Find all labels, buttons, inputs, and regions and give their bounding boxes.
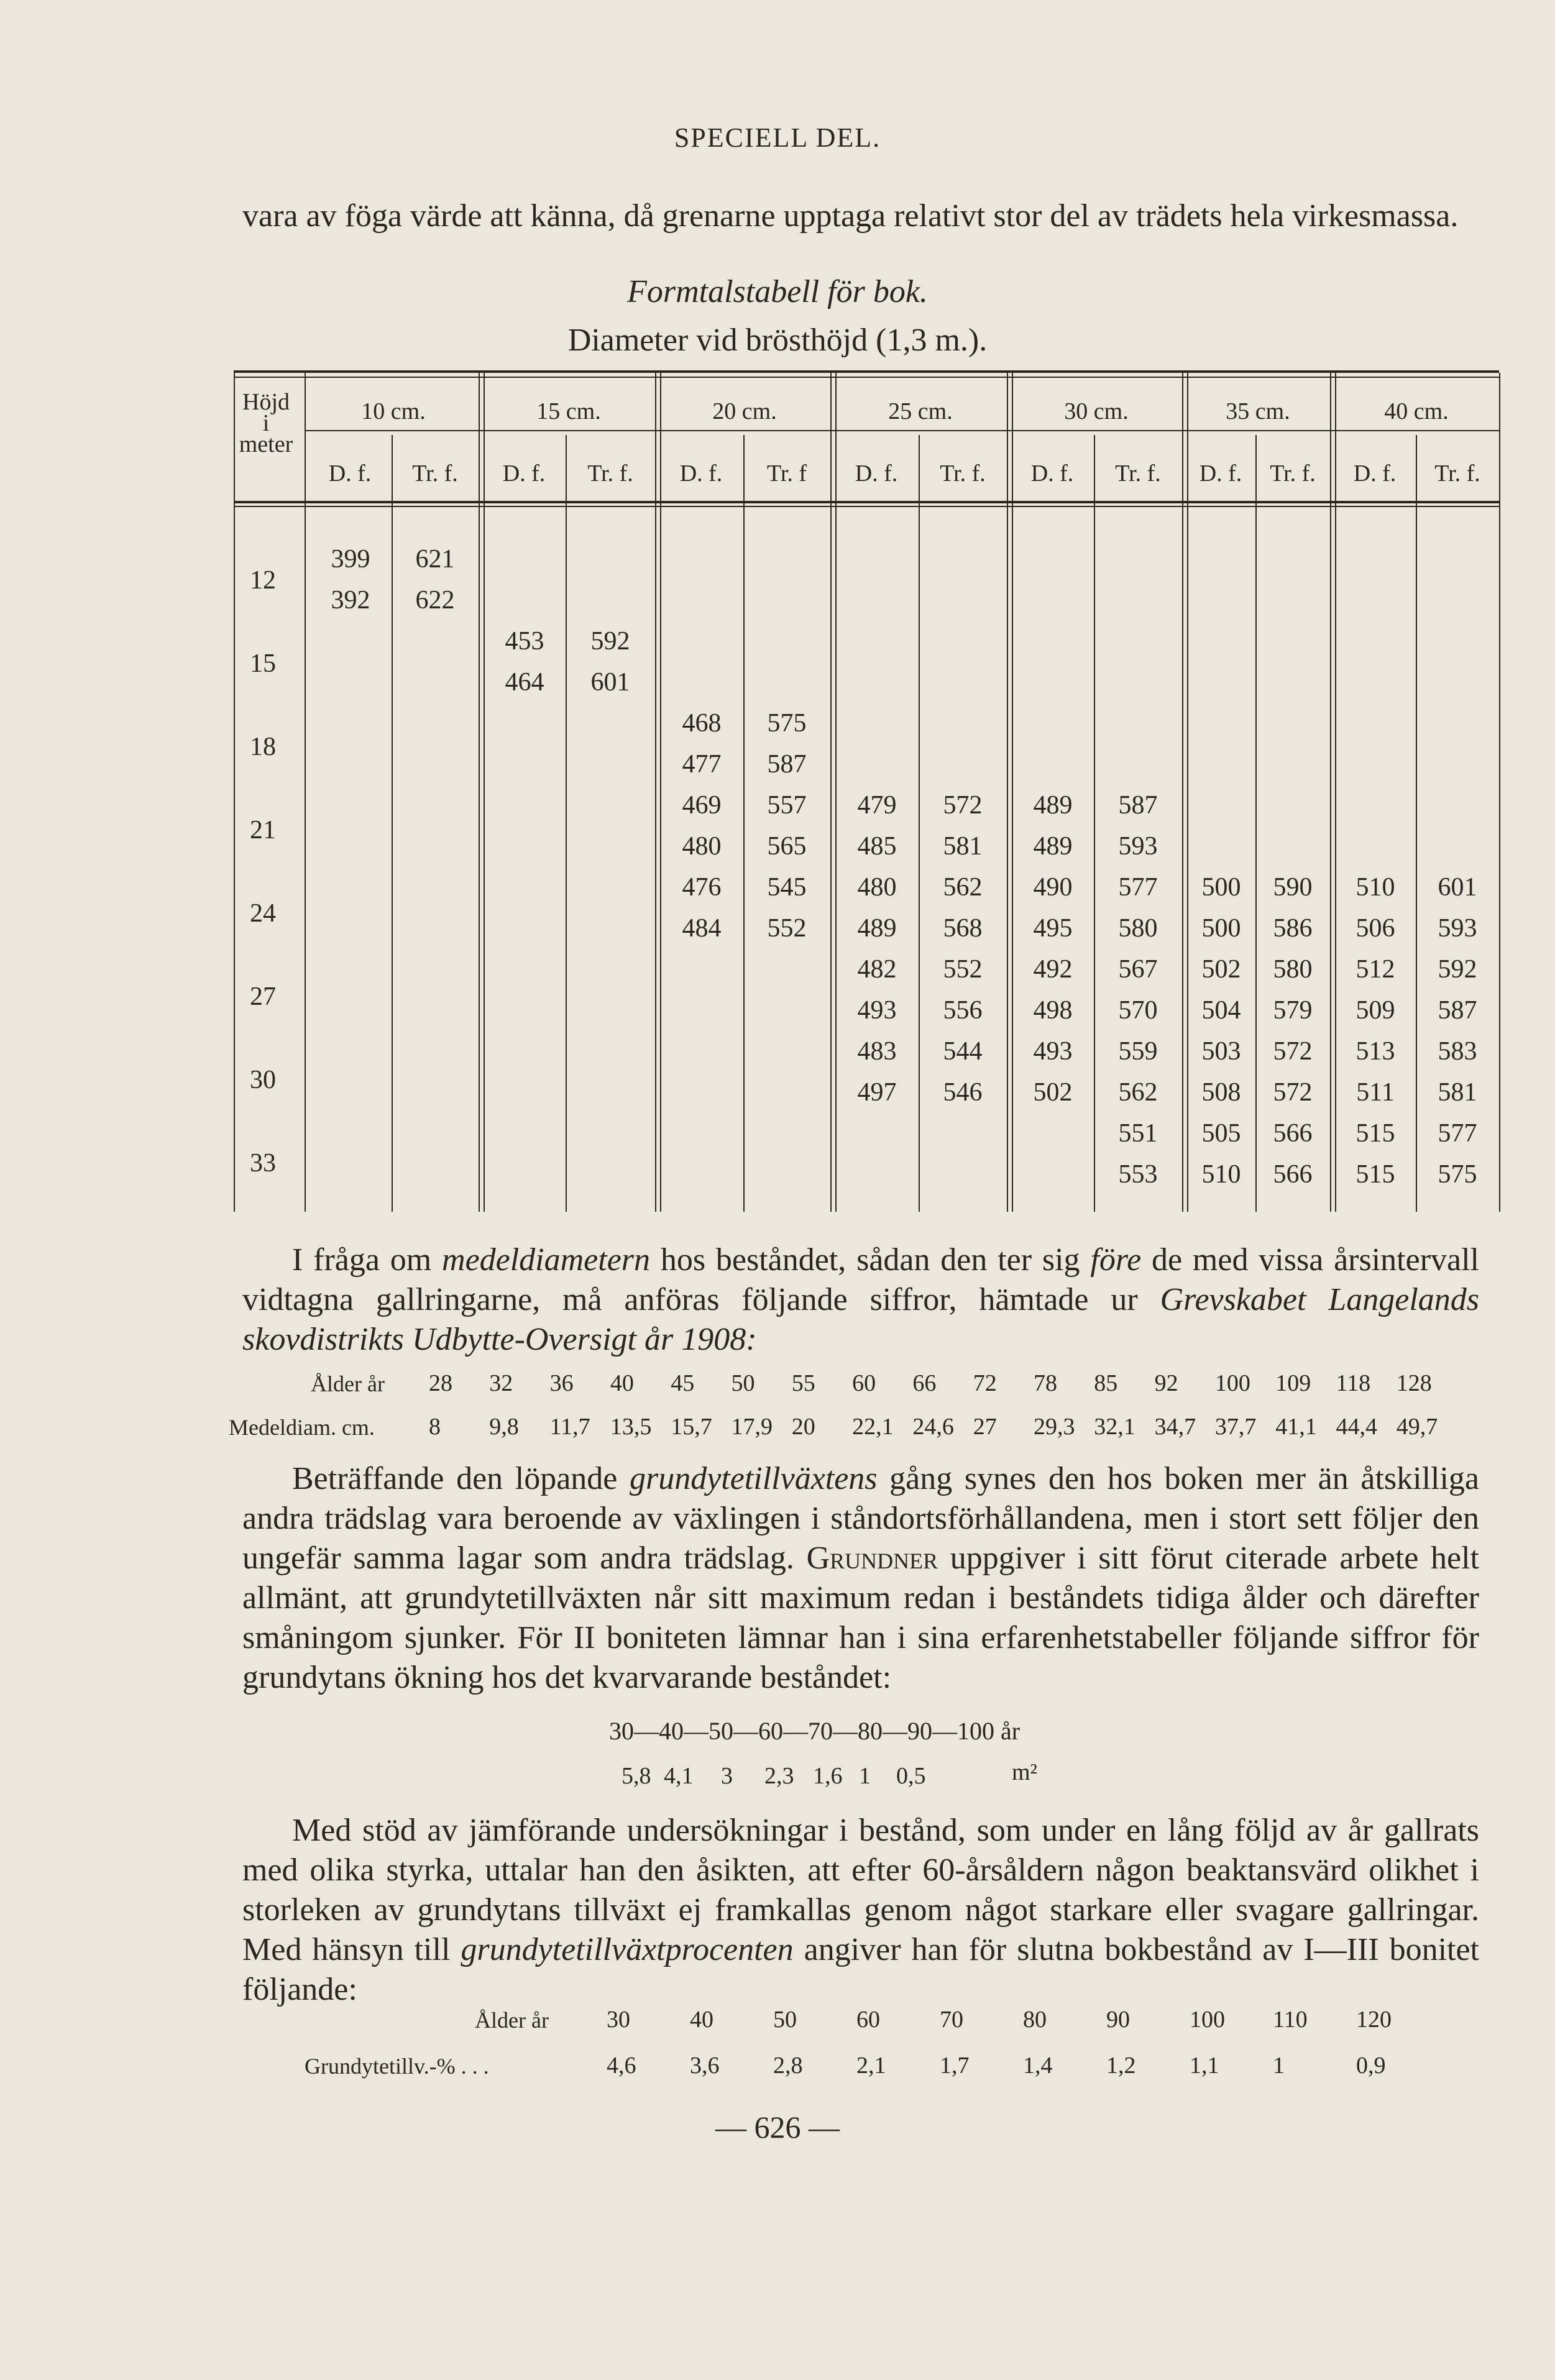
- table-cell: 587: [1118, 791, 1158, 820]
- para2-italic-3: Grevskabet Langelands skovdistrikts Udbytte-Oversigt år 1908:: [242, 1282, 1479, 1357]
- pct-age-value: 120: [1356, 2007, 1392, 2033]
- table-cell: 577: [1118, 873, 1158, 902]
- diameter-value: 20: [791, 1414, 815, 1440]
- rule-inner: [1255, 435, 1257, 1212]
- para3-text-2: gång synes den hos boken mer än åtskilliga andra trädslag vara beroende av växlingen i ståndortsförhållandena, men i stort sett följer den ungefär samma lagar som andra trädslag.: [242, 1461, 1479, 1576]
- table-cell: 511: [1356, 1078, 1395, 1107]
- age-value: 36: [549, 1370, 574, 1396]
- table-cell: 495: [1033, 914, 1073, 943]
- table-cell: 500: [1201, 873, 1241, 902]
- diameter-header: 30 cm.: [1064, 398, 1129, 424]
- table-cell: 493: [1033, 1037, 1073, 1066]
- table-title: Formtalstabell för bok.: [627, 274, 928, 309]
- sub-header: Tr. f.: [1270, 460, 1316, 487]
- age-value: 78: [1034, 1370, 1057, 1396]
- pct-age-value: 110: [1273, 2007, 1308, 2033]
- height-label: 33: [250, 1149, 276, 1178]
- table-cell: 559: [1118, 1037, 1158, 1066]
- pct-age-value: 100: [1190, 2007, 1225, 2033]
- height-header-line2: i: [262, 410, 270, 436]
- age-value: 66: [912, 1370, 937, 1396]
- rule-inner: [392, 435, 393, 1212]
- table-cell: 552: [943, 955, 983, 984]
- pct-value: 1,2: [1106, 2053, 1136, 2079]
- table-cell: 505: [1201, 1119, 1241, 1148]
- table-cell: 482: [857, 955, 897, 984]
- author-name: Grundner: [806, 1540, 938, 1576]
- diameter-value: 9,8: [489, 1414, 519, 1440]
- sub-header: Tr. f.: [412, 460, 458, 487]
- rule-group-double: [484, 373, 485, 1212]
- rule-group-double: [835, 373, 837, 1212]
- diameter-value: 27: [973, 1414, 997, 1440]
- table-cell: 587: [767, 750, 807, 779]
- pct-value: 2,8: [773, 2053, 803, 2079]
- table-cell: 562: [1118, 1078, 1158, 1107]
- pct-value: 3,6: [690, 2053, 720, 2079]
- age-value: 50: [731, 1370, 755, 1396]
- table-cell: 477: [682, 750, 722, 779]
- pct-age-value: 70: [940, 2007, 963, 2033]
- age-value: 55: [791, 1370, 815, 1396]
- table-cell: 545: [767, 873, 807, 902]
- increase-value: 5,8: [622, 1763, 651, 1789]
- table-cell: 570: [1118, 996, 1158, 1025]
- diameter-value: 24,6: [912, 1414, 954, 1440]
- rule-inner: [919, 435, 920, 1212]
- increase-value: 1: [859, 1763, 871, 1789]
- pct-age-value: 60: [856, 2007, 880, 2033]
- rule-group: [1007, 373, 1008, 1212]
- table-cell: 565: [767, 832, 807, 861]
- table-cell: 506: [1355, 914, 1395, 943]
- table-cell: 489: [1033, 832, 1073, 861]
- age-value: 72: [973, 1370, 997, 1396]
- table-cell: 566: [1273, 1119, 1313, 1148]
- page-number: — 626 —: [715, 2110, 840, 2144]
- sub-header: D. f.: [1030, 460, 1074, 487]
- percent-paragraph: [242, 1811, 1479, 2010]
- diameter-value: 32,1: [1094, 1414, 1135, 1440]
- diameter-value: 22,1: [852, 1414, 894, 1440]
- table-cell: 546: [943, 1078, 983, 1107]
- table-cell: 592: [590, 627, 630, 656]
- table-cell: 515: [1355, 1160, 1395, 1189]
- table-cell: 552: [767, 914, 807, 943]
- diameter-value: 34,7: [1154, 1414, 1196, 1440]
- table-cell: 464: [505, 668, 544, 697]
- pct-value: 1,4: [1023, 2053, 1053, 2079]
- sub-header: Tr. f.: [940, 460, 986, 487]
- table-cell: 453: [505, 627, 544, 656]
- diameter-value: 15,7: [671, 1414, 712, 1440]
- rule-group: [1330, 373, 1331, 1212]
- height-label: 24: [250, 899, 276, 928]
- table-cell: 572: [1273, 1037, 1313, 1066]
- table-cell: 575: [1438, 1160, 1477, 1189]
- diameter-value: 11,7: [549, 1414, 590, 1440]
- para2-text-2: hos beståndet, sådan den ter sig: [650, 1242, 1091, 1278]
- height-header: [235, 391, 297, 455]
- table-cell: 593: [1438, 914, 1477, 943]
- para3-text-3: uppgiver i sitt förut citerade arbete helt allmänt, att grundytetillväxten når sitt maximum redan i beståndets tidiga ålder och därefter småningom sjunker. För II boniteten lämnar han i sina erfarenhetstabeller följande siffror för grundytans ökning hos det kvarvarande beståndet:: [242, 1540, 1479, 1695]
- table-cell: 515: [1355, 1119, 1395, 1148]
- diameter-value: 17,9: [731, 1414, 773, 1440]
- diameter-value: 8: [429, 1414, 441, 1440]
- sub-header: D. f.: [328, 460, 372, 487]
- table-cell: 580: [1118, 914, 1158, 943]
- pct-value: 1,1: [1190, 2053, 1219, 2079]
- sub-header: Tr. f: [766, 460, 807, 487]
- table-cell: 572: [1273, 1078, 1313, 1107]
- table-cell: 512: [1355, 955, 1395, 984]
- rule-inner: [1094, 435, 1095, 1212]
- diameter-value: 13,5: [610, 1414, 652, 1440]
- table-cell: 485: [857, 832, 897, 861]
- height-header-line3: meter: [239, 431, 293, 457]
- height-label: 21: [250, 816, 276, 844]
- table-cell: 500: [1201, 914, 1241, 943]
- intro-text: vara av föga värde att känna, då grenarne upptaga relativt stor del av trädets hela virkesmassa.: [242, 198, 1459, 234]
- table-cell: 492: [1033, 955, 1073, 984]
- sub-header: Tr. f.: [587, 460, 633, 487]
- height-label: 12: [250, 566, 276, 595]
- age-value: 92: [1154, 1370, 1178, 1396]
- pct-value: 1: [1273, 2053, 1285, 2079]
- rule-header-bottom: [234, 501, 1499, 503]
- table-cell: 581: [943, 832, 983, 861]
- rule-group: [479, 373, 480, 1212]
- table-cell: 392: [331, 586, 370, 615]
- increase-value: 2,3: [764, 1763, 794, 1789]
- table-cell: 572: [943, 791, 983, 820]
- age-value: 28: [429, 1370, 452, 1396]
- table-cell: 513: [1355, 1037, 1395, 1066]
- diameter-header: 40 cm.: [1384, 398, 1449, 424]
- table-cell: 399: [331, 545, 370, 574]
- table-cell: 503: [1201, 1037, 1241, 1066]
- table-cell: 502: [1033, 1078, 1073, 1107]
- pct-age-value: 40: [690, 2007, 713, 2033]
- rule-group: [305, 373, 306, 1212]
- age-label: Ålder år: [311, 1371, 385, 1396]
- para4-italic-1: grundytetillväxtprocenten: [461, 1932, 794, 1967]
- table-cell: 484: [682, 914, 722, 943]
- table-cell: 510: [1355, 873, 1395, 902]
- table-cell: 469: [682, 791, 722, 820]
- increase-value: 3: [721, 1763, 733, 1789]
- para2-italic-2: före: [1090, 1242, 1142, 1278]
- rule-group: [655, 373, 656, 1212]
- table-cell: 551: [1118, 1119, 1158, 1148]
- sub-header: Tr. f.: [1115, 460, 1161, 487]
- age-value: 32: [489, 1370, 513, 1396]
- table-cell: 622: [415, 586, 455, 615]
- rule-inner: [566, 435, 567, 1212]
- sub-header: D. f.: [502, 460, 546, 487]
- rule-group: [1182, 373, 1183, 1212]
- table-cell: 480: [857, 873, 897, 902]
- pct-value: 0,9: [1356, 2053, 1386, 2079]
- sub-header: D. f.: [679, 460, 723, 487]
- increase-value: 0,5: [896, 1763, 926, 1789]
- sub-header: D. f.: [855, 460, 898, 487]
- running-header: SPECIELL DEL.: [674, 122, 881, 153]
- table-cell: 586: [1273, 914, 1313, 943]
- rule-top-2: [234, 377, 1499, 378]
- table-cell: 590: [1273, 873, 1313, 902]
- rule-top: [234, 370, 1499, 373]
- table-cell: 580: [1273, 955, 1313, 984]
- table-cell: 556: [943, 996, 983, 1025]
- table-cell: 579: [1273, 996, 1313, 1025]
- age-value: 60: [852, 1370, 876, 1396]
- para2-text-1: I fråga om: [292, 1242, 443, 1278]
- pct-age-value: 50: [773, 2007, 797, 2033]
- para3-text-1: Beträffande den löpande: [292, 1461, 630, 1496]
- sub-header: D. f.: [1199, 460, 1242, 487]
- pct-age-value: 80: [1023, 2007, 1047, 2033]
- sub-header: D. f.: [1353, 460, 1397, 487]
- para4-text-1: Med stöd av jämförande undersökningar i bestånd, som under en lång följd av år gallrats med olika styrka, uttalar han den åsikten, att efter 60-årsåldern någon beaktansvärd olikhet i storleken av grundytans tillväxt ej framkallas genom något starkare eller svagare gallringar. Med hänsyn till: [242, 1813, 1479, 1967]
- age-value: 118: [1336, 1370, 1371, 1396]
- table-cell: 567: [1118, 955, 1158, 984]
- basal-area-paragraph: [242, 1459, 1479, 1698]
- para2-italic-1: medeldiametern: [442, 1242, 651, 1278]
- table-cell: 575: [767, 709, 807, 738]
- table-cell: 593: [1118, 832, 1158, 861]
- table-cell: 476: [682, 873, 722, 902]
- para2-text-3: de med vissa årsintervall vidtagna gallringarne, må anföras följande siffror, hämtade ur: [242, 1242, 1479, 1317]
- pct-value: 2,1: [856, 2053, 886, 2079]
- table-cell: 568: [943, 914, 983, 943]
- table-cell: 489: [857, 914, 897, 943]
- diameter-header: 35 cm.: [1226, 398, 1290, 424]
- sub-header: Tr. f.: [1434, 460, 1480, 487]
- table-cell: 489: [1033, 791, 1073, 820]
- pct-age-value: 30: [607, 2007, 630, 2033]
- table-cell: 509: [1355, 996, 1395, 1025]
- table-cell: 479: [857, 791, 897, 820]
- diam-label: Medeldiam. cm.: [229, 1415, 375, 1440]
- age-value: 40: [610, 1370, 634, 1396]
- increase-value: 4,1: [664, 1763, 694, 1789]
- table-cell: 601: [590, 668, 630, 697]
- table-cell: 510: [1201, 1160, 1241, 1189]
- increase-value: 1,6: [813, 1763, 843, 1789]
- para4-text-2: angiver han för slutna bokbestånd av I—III bonitet följande:: [242, 1932, 1479, 2007]
- table-cell: 493: [857, 996, 897, 1025]
- table-subtitle: Diameter vid brösthöjd (1,3 m.).: [567, 323, 988, 358]
- rule-inner: [743, 435, 745, 1212]
- age-value: 45: [671, 1370, 695, 1396]
- pct-age-value: 90: [1106, 2007, 1130, 2033]
- table-cell: 497: [857, 1078, 897, 1107]
- rule-group: [830, 373, 832, 1212]
- increase-unit: m²: [1012, 1759, 1037, 1785]
- age-value: 109: [1275, 1370, 1311, 1396]
- pct-value: 1,7: [940, 2053, 970, 2079]
- table-cell: 483: [857, 1037, 897, 1066]
- diameter-header: 25 cm.: [888, 398, 953, 424]
- table-cell: 562: [943, 873, 983, 902]
- rule-inner: [1416, 435, 1417, 1212]
- table-cell: 581: [1438, 1078, 1477, 1107]
- diameter-header: 10 cm.: [361, 398, 426, 424]
- rule-header-bottom-2: [234, 506, 1499, 507]
- pct-age-label: Ålder år: [475, 2008, 549, 2033]
- diameter-value: 49,7: [1396, 1414, 1438, 1440]
- table-cell: 498: [1033, 996, 1073, 1025]
- table-cell: 566: [1273, 1160, 1313, 1189]
- diameter-value: 37,7: [1214, 1414, 1257, 1440]
- diameter-header: 15 cm.: [536, 398, 601, 424]
- diameter-value: 29,3: [1034, 1414, 1075, 1440]
- diameter-value: 44,4: [1336, 1414, 1377, 1440]
- diameter-header: 20 cm.: [712, 398, 777, 424]
- table-cell: 508: [1201, 1078, 1241, 1107]
- table-cell: 504: [1201, 996, 1241, 1025]
- table-cell: 621: [415, 545, 455, 574]
- para3-italic-1: grundytetillväxtens: [629, 1461, 878, 1496]
- increase-ages: 30—40—50—60—70—80—90—100 år: [609, 1717, 1021, 1745]
- age-value: 100: [1214, 1370, 1250, 1396]
- pct-value: 4,6: [607, 2053, 636, 2079]
- mean-diameter-paragraph: [242, 1240, 1479, 1360]
- table-cell: 468: [682, 709, 722, 738]
- table-cell: 490: [1033, 873, 1073, 902]
- rule-group-double: [1012, 373, 1013, 1212]
- rule-group-double: [1335, 373, 1336, 1212]
- table-cell: 587: [1438, 996, 1477, 1025]
- table-cell: 544: [943, 1037, 983, 1066]
- table-cell: 480: [682, 832, 722, 861]
- table-cell: 592: [1438, 955, 1477, 984]
- age-value: 128: [1396, 1370, 1432, 1396]
- table-cell: 577: [1438, 1119, 1477, 1148]
- table-cell: 553: [1118, 1160, 1158, 1189]
- height-header-line1: Höjd: [242, 389, 290, 415]
- height-label: 18: [250, 733, 276, 761]
- height-label: 15: [250, 649, 276, 678]
- pct-label: Grundytetillv.-% . . .: [305, 2054, 489, 2079]
- table-cell: 601: [1438, 873, 1477, 902]
- height-label: 30: [250, 1066, 276, 1094]
- table-cell: 502: [1201, 955, 1241, 984]
- rule-group-double: [660, 373, 661, 1212]
- age-value: 85: [1094, 1370, 1118, 1396]
- table-cell: 557: [767, 791, 807, 820]
- table-cell: 583: [1438, 1037, 1477, 1066]
- height-label: 27: [250, 982, 276, 1011]
- rule-group: [1499, 373, 1500, 1212]
- diameter-value: 41,1: [1275, 1414, 1317, 1440]
